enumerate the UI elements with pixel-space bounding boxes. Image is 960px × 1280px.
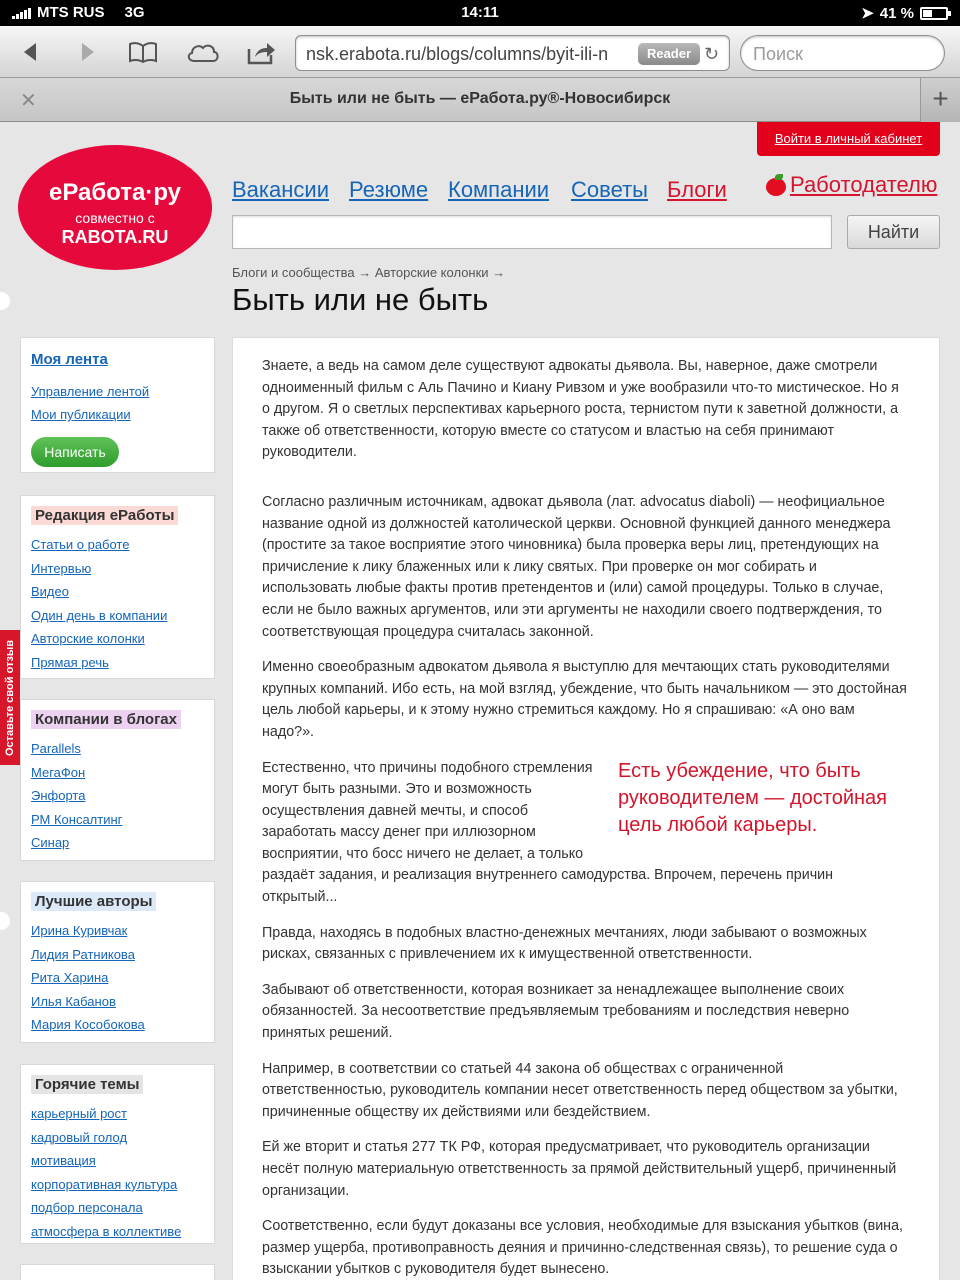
login-link[interactable]: Войти в личный кабинет xyxy=(757,122,940,156)
back-button[interactable] xyxy=(16,36,46,68)
close-tab-icon[interactable]: ✕ xyxy=(20,90,37,112)
tab-title[interactable]: Быть или не быть — еРабота.ру®-Новосибирск xyxy=(289,90,671,107)
sidebar-link[interactable]: Прямая речь xyxy=(31,654,109,670)
sidebar-link[interactable]: Энфорта xyxy=(31,788,86,804)
article-paragraph: Знаете, а ведь на самом деле существуют адвокаты дьявола. Вы, наверное, даже смотрели одноименный фильм с Аль Пачино и Киану Ривзом и уже вообразили что-то мистическое. Но я о другом. Я о светлых перспективах карьерного роста, тернистом пути к заветной должности, а также об ответственности, которую вместе со статусом и властью на себя принимают руководители. xyxy=(262,358,899,461)
nav-employer-label: Работодателю xyxy=(790,172,938,197)
forward-arrow-icon xyxy=(76,41,98,63)
breadcrumb[interactable]: Блоги и сообщества → Авторские колонки → xyxy=(232,265,506,280)
network-type: 3G xyxy=(124,4,145,21)
article-paragraph: Ей же вторит и статья 277 ТК РФ, которая предусматривает, что руководитель организации несёт полную материальную ответственность за прямой действительный ущерб, причиненный организации. xyxy=(262,1139,897,1199)
sidebar-editorial xyxy=(20,495,215,679)
article-paragraph: Естественно, что причины подобного стремления могут быть разными. Это и возможность осуществления давней мечты, и способ заработать массу денег при иллюзорном восприятии, что босс ничего не делает, а только раздаёт задания, и реализация внутреннего самодурства. Впрочем, перечень причин открытый... xyxy=(262,759,834,906)
web-page xyxy=(0,122,960,1280)
sidebar-companies-title: Компании в блогах xyxy=(31,710,181,729)
sidebar-next-block xyxy=(20,1264,215,1280)
apple-icon xyxy=(766,174,786,196)
back-arrow-icon xyxy=(20,41,42,63)
forward-button[interactable] xyxy=(72,36,102,68)
sidebar-link[interactable]: РМ Консалтинг xyxy=(31,811,123,827)
sidebar-link[interactable]: Ирина Куривчак xyxy=(31,923,128,938)
share-button[interactable] xyxy=(244,36,278,68)
sidebar-link[interactable]: МегаФон xyxy=(31,764,86,780)
carrier-name: MTS RUS xyxy=(37,4,105,21)
battery-icon xyxy=(920,7,948,20)
cloud-icon xyxy=(185,41,221,63)
nav-resumes[interactable]: Резюме xyxy=(349,177,429,202)
sidebar-link[interactable]: Видео xyxy=(31,584,69,600)
sidebar-link[interactable]: Лидия Ратникова xyxy=(31,946,135,962)
nav-vacancies[interactable]: Вакансии xyxy=(232,177,329,202)
sidebar-link[interactable]: Управление лентой xyxy=(31,383,150,399)
battery-level-fill xyxy=(923,10,932,17)
bookmarks-button[interactable] xyxy=(126,36,160,68)
sidebar-authors-title: Лучшие авторы xyxy=(31,892,156,911)
sidebar-link[interactable]: атмосфера в коллективе xyxy=(31,1223,182,1239)
share-icon xyxy=(245,39,277,65)
article-paragraph: Соответственно, если будут доказаны все условия, необходимые для взыскания убытков (вина, размер ущерба, противоправность деяния и причинно-следственная связь), то решение суда о взыскании убытков с руководителя будет вынесено. xyxy=(262,1218,903,1278)
sidebar-feed-title[interactable]: Моя лента xyxy=(31,351,108,368)
location-icon: ➤ xyxy=(861,5,874,22)
article-paragraph: Правда, находясь в подобных властно-денежных мечтаниях, люди забывают о возможных рисках, связанных с привлечением их к имущественной ответственности. xyxy=(262,924,867,963)
sidebar-link[interactable]: Статьи о работе xyxy=(31,537,130,552)
logo-text-rabota: RABOTA.RU xyxy=(61,227,169,247)
feedback-tab[interactable]: Оставьте свой отзыв xyxy=(0,630,20,765)
reload-icon[interactable]: ↻ xyxy=(704,44,720,64)
nav-employer[interactable] xyxy=(766,172,937,198)
status-bar xyxy=(0,0,960,26)
site-logo[interactable] xyxy=(18,145,212,270)
sidebar-link[interactable]: Рита Харина xyxy=(31,970,109,986)
sidebar-feed xyxy=(20,337,215,473)
search-placeholder: Поиск xyxy=(753,44,803,64)
reader-button[interactable]: Reader xyxy=(638,43,700,65)
logo-text-main: еРабота·ру xyxy=(48,179,182,206)
sidebar-link[interactable]: корпоративная культура xyxy=(31,1176,178,1192)
sidebar-link[interactable]: Илья Кабанов xyxy=(31,993,116,1009)
edge-decoration xyxy=(0,292,10,310)
sidebar-link[interactable]: Один день в компании xyxy=(31,607,168,623)
pull-quote: Есть убеждение, что быть руководителем — достойная цель любой карьеры. xyxy=(618,759,887,836)
sidebar-link[interactable]: карьерный рост xyxy=(31,1106,127,1121)
article-paragraph: Именно своеобразным адвокатом дьявола я выступлю для мечтающих стать руководителями крупных компаний. Ибо есть, на мой взгляд, убеждение, что быть начальником — это достойная цель любой карьеры, и к этому нужно стремиться каждому. Но я спрашиваю: «А оно вам надо?». xyxy=(262,659,907,740)
sidebar-link[interactable]: подбор персонала xyxy=(31,1200,143,1216)
sidebar-link[interactable]: Интервью xyxy=(31,560,92,576)
site-search-input[interactable] xyxy=(232,215,832,249)
url-text: nsk.erabota.ru/blogs/columns/byit-ili-n xyxy=(306,44,609,64)
sidebar-companies xyxy=(20,699,215,861)
sidebar-link[interactable]: Parallels xyxy=(31,741,81,756)
new-tab-button[interactable]: + xyxy=(920,78,960,122)
sidebar-topics-title: Горячие темы xyxy=(31,1075,143,1094)
article-paragraph: Например, в соответствии со статьей 44 закона об обществах с ограниченной ответственностью, руководитель компании несет ответственность перед обществом за убытки, причиненные обществу их действиями или бездействием. xyxy=(262,1060,898,1120)
address-bar[interactable] xyxy=(295,35,730,71)
sidebar-link[interactable]: Авторские колонки xyxy=(31,631,145,647)
sidebar-link[interactable]: кадровый голод xyxy=(31,1129,128,1145)
find-button[interactable]: Найти xyxy=(847,215,940,249)
article-paragraph: Забывают об ответственности, которая возникает за ненадлежащее выполнение своих обязанностей. За несоответствие предъявляемым требованиям и последствия неверно принятых решений. xyxy=(262,981,850,1042)
logo-bubble xyxy=(18,145,212,270)
sidebar-link[interactable]: мотивация xyxy=(31,1153,96,1169)
sidebar-authors xyxy=(20,881,215,1043)
article-paragraph: Согласно различным источникам, адвокат дьявола (лат. advocatus diaboli) — неофициальное название одной из должностей католической церкви. Основной функцией данного менеджера (простите за такое восприятие этого чиновника) была проверка веры лиц, претендующих на причисление к лику блаженных или к лику святых. При проверке он мог собирать и использовать любые факты против претендентов и (или) самой процедуры. Только в случае, если не было важных аргументов, или эти аргументы не находили своего подтверждения, то соответствующая процедура считалась законной. xyxy=(262,493,891,640)
edge-decoration xyxy=(0,912,10,930)
nav-blogs[interactable]: Блоги xyxy=(667,177,727,202)
browser-toolbar xyxy=(0,26,960,78)
sidebar-editorial-title: Редакция еРаботы xyxy=(31,506,178,525)
sidebar-link[interactable]: Мои публикации xyxy=(31,407,131,423)
sidebar-topics xyxy=(20,1064,215,1244)
status-right xyxy=(861,4,948,22)
battery-percent: 41 % xyxy=(879,4,914,22)
page-title: Быть или не быть xyxy=(232,282,489,317)
article-body xyxy=(232,337,940,1280)
nav-tips[interactable]: Советы xyxy=(571,177,648,202)
clock: 14:11 xyxy=(461,4,499,21)
logo-text-partner: совместно с xyxy=(75,210,155,226)
write-button[interactable]: Написать xyxy=(31,437,119,467)
sidebar-link[interactable]: Синар xyxy=(31,835,70,851)
sidebar-link[interactable]: Мария Кособокова xyxy=(31,1017,145,1033)
icloud-tabs-button[interactable] xyxy=(184,36,222,68)
nav-companies[interactable]: Компании xyxy=(448,177,550,202)
tab-bar xyxy=(0,78,960,122)
browser-search-field[interactable] xyxy=(740,35,945,71)
book-icon xyxy=(128,41,158,63)
